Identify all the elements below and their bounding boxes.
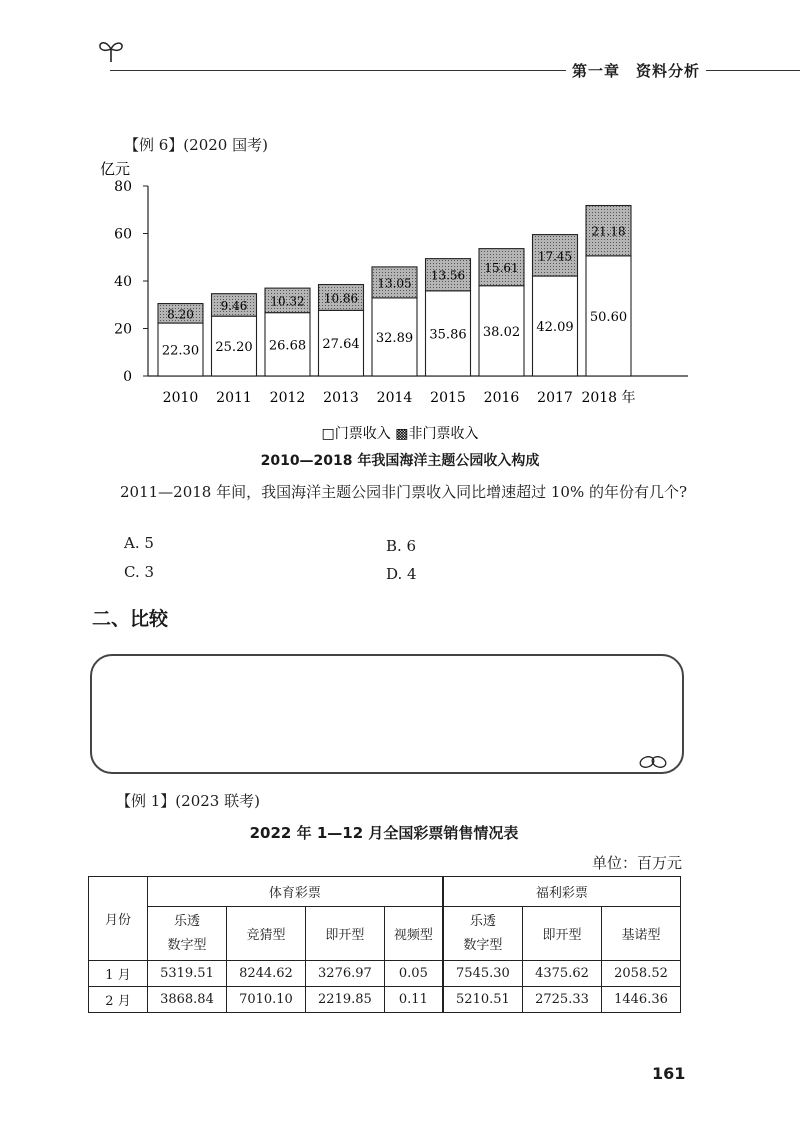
data-label-ticket: 42.09 <box>536 320 574 336</box>
x-tick-label: 2013 <box>323 390 359 406</box>
table-cell: 5319.51 <box>148 961 227 987</box>
sub-header: 视频型 <box>384 907 442 961</box>
sub-header: 基诺型 <box>601 907 680 961</box>
y-tick-label: 60 <box>114 226 132 243</box>
table-cell: 7545.30 <box>443 961 523 987</box>
sub-header: 竞猜型 <box>226 907 305 961</box>
sprout-logo-icon <box>96 36 126 66</box>
sub-header: 即开型 <box>523 907 602 961</box>
question-text: 2011—2018 年间，我国海洋主题公园非门票收入同比增速超过 10% 的年份有几个? <box>120 483 688 501</box>
sub-header: 乐透 数字型 <box>148 907 227 961</box>
table-cell: 2725.33 <box>523 987 602 1013</box>
header-rule-right <box>706 70 800 71</box>
table-cell: 3868.84 <box>148 987 227 1013</box>
header-rule-left <box>110 70 566 71</box>
table-cell: 8244.62 <box>226 961 305 987</box>
table-cell: 1 月 <box>89 961 148 987</box>
option-d[interactable]: D. 4 <box>386 565 417 583</box>
month-header: 月份 <box>89 877 148 961</box>
example-1-label: 【例 1】(2023 联考) <box>116 792 260 810</box>
data-label-ticket: 38.02 <box>482 324 521 340</box>
chapter-title: 第一章 资料分析 <box>566 60 706 81</box>
data-label-non-ticket: 10.86 <box>323 291 359 306</box>
table-cell: 0.11 <box>384 987 442 1013</box>
table-row <box>89 961 681 987</box>
data-label-ticket: 32.89 <box>375 330 414 346</box>
x-tick-label: 2017 <box>537 390 573 406</box>
table-cell: 3276.97 <box>305 961 384 987</box>
chart-legend: □门票收入 ▩非门票收入 <box>321 426 479 442</box>
data-label-non-ticket: 21.18 <box>591 224 626 239</box>
sub-header: 即开型 <box>305 907 384 961</box>
data-label-ticket: 25.20 <box>215 340 253 356</box>
table-cell: 2058.52 <box>601 961 680 987</box>
option-c[interactable]: C. 3 <box>124 563 155 581</box>
x-tick-label: 2015 <box>430 390 466 406</box>
leaf-decoration-icon <box>638 754 668 770</box>
note-box <box>90 654 684 774</box>
table-cell: 4375.62 <box>523 961 602 987</box>
table-cell: 2219.85 <box>305 987 384 1013</box>
x-tick-label: 2014 <box>376 390 413 406</box>
x-tick-label: 2010 <box>162 390 199 406</box>
data-label-ticket: 27.64 <box>322 337 360 353</box>
table-cell: 5210.51 <box>443 987 523 1013</box>
x-tick-label: 2012 <box>269 390 306 406</box>
table-cell: 1446.36 <box>601 987 680 1013</box>
table-title: 2022 年 1—12 月全国彩票销售情况表 <box>249 824 519 842</box>
sub-header: 乐透 数字型 <box>443 907 523 961</box>
sports-lottery-header: 体育彩票 <box>148 877 443 907</box>
page-number: 161 <box>652 1064 686 1083</box>
data-label-ticket: 35.86 <box>429 327 467 343</box>
stacked-bar-chart <box>100 158 700 448</box>
table-unit: 单位：百万元 <box>591 854 682 872</box>
x-tick-label: 2018 年 <box>581 390 636 406</box>
data-label-non-ticket: 17.45 <box>537 249 573 264</box>
data-label-ticket: 26.68 <box>268 338 307 354</box>
table-cell: 0.05 <box>384 961 442 987</box>
data-label-ticket: 50.60 <box>589 309 628 325</box>
data-label-non-ticket: 10.32 <box>270 294 305 309</box>
table-cell: 7010.10 <box>226 987 305 1013</box>
data-label-ticket: 22.30 <box>161 343 200 359</box>
y-tick-label: 20 <box>114 321 132 338</box>
x-tick-label: 2016 <box>483 390 520 406</box>
option-b[interactable]: B. 6 <box>386 537 417 555</box>
welfare-lottery-header: 福利彩票 <box>443 877 681 907</box>
section-title: 二、比较 <box>92 608 169 630</box>
data-label-non-ticket: 9.46 <box>220 298 248 313</box>
option-a[interactable]: A. 5 <box>124 534 154 552</box>
data-label-non-ticket: 15.61 <box>484 261 519 276</box>
y-tick-label: 80 <box>114 179 132 195</box>
data-label-non-ticket: 13.56 <box>430 268 466 283</box>
y-tick-label: 40 <box>114 274 132 290</box>
example-6-label: 【例 6】(2020 国考) <box>124 136 268 154</box>
lottery-sales-table <box>88 876 681 1013</box>
table-row <box>89 987 681 1013</box>
data-label-non-ticket: 8.20 <box>167 307 194 322</box>
data-label-non-ticket: 13.05 <box>377 276 412 291</box>
table-cell: 2 月 <box>89 987 148 1013</box>
x-tick-label: 2011 <box>216 390 252 406</box>
y-axis-label: 亿元 <box>100 160 131 178</box>
chart-title: 2010—2018 年我国海洋主题公园收入构成 <box>260 453 540 469</box>
y-tick-label: 0 <box>123 369 132 385</box>
